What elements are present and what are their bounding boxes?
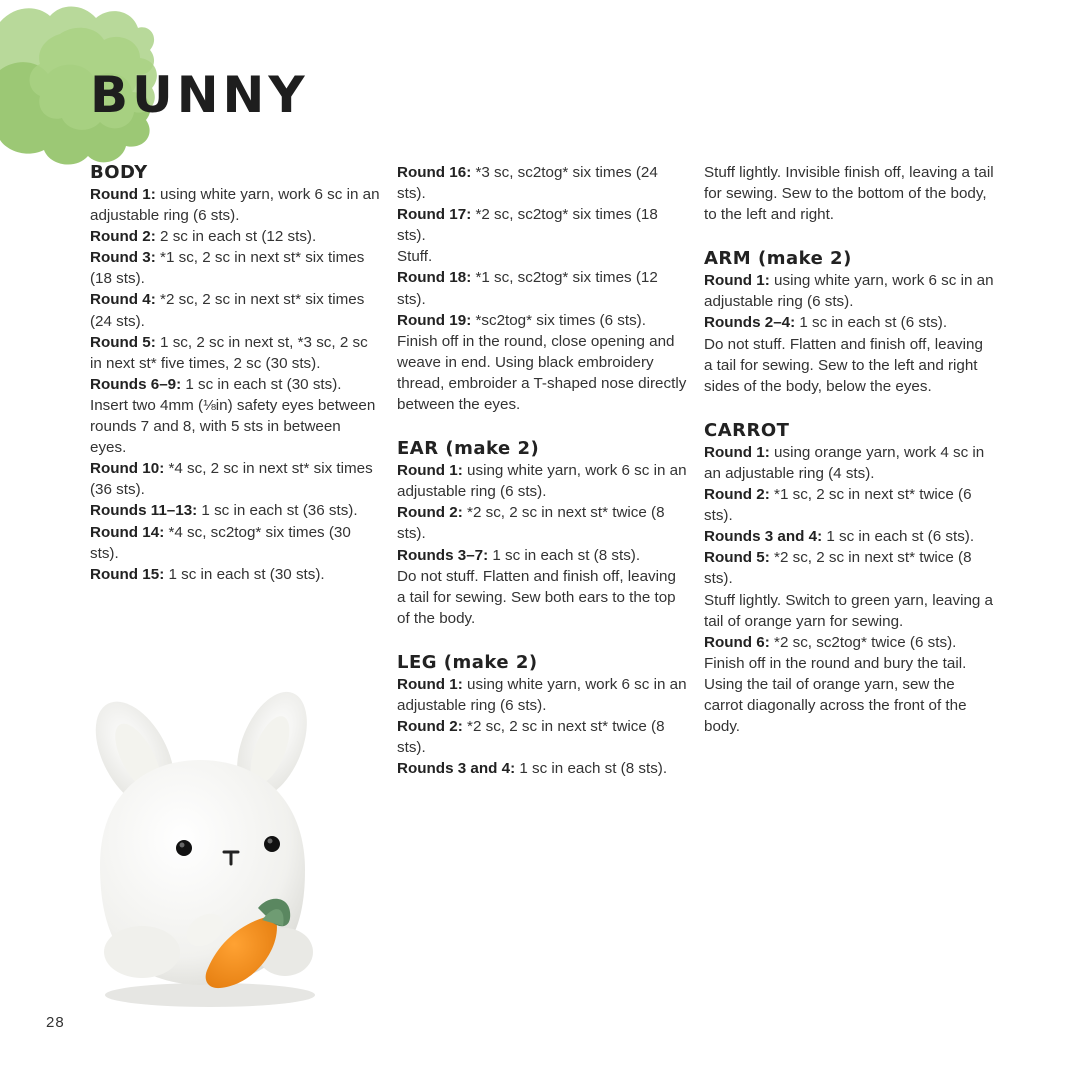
- instruction: Rounds 11–13: 1 sc in each st (36 sts).: [90, 502, 358, 520]
- section-heading-carrot: CARROT: [704, 419, 790, 441]
- instruction: Round 5: 1 sc, 2 sc in next st, *3 sc, 2 sc in next st* five times, 2 sc (30 sts).: [90, 333, 368, 372]
- instruction: Round 19: *sc2tog* six times (6 sts).: [397, 311, 646, 329]
- instruction: Round 15: 1 sc in each st (30 sts).: [90, 565, 325, 583]
- instruction: Round 5: *2 sc, 2 sc in next st* twice (8 sts).: [704, 549, 972, 588]
- instruction: Round 1: using orange yarn, work 4 sc in an adjustable ring (4 sts).: [704, 443, 985, 482]
- instruction: Round 18: *1 sc, sc2tog* six times (12 sts).: [397, 269, 658, 308]
- instruction: Do not stuff. Flatten and finish off, leaving a tail for sewing. Sew to the left and right sides of the body, below the eyes.: [704, 335, 983, 395]
- instruction: Round 1: using white yarn, work 6 sc in an adjustable ring (6 sts).: [397, 462, 687, 501]
- page-title: BUNNY: [90, 66, 309, 124]
- instruction: Rounds 3 and 4: 1 sc in each st (8 sts).: [397, 760, 668, 778]
- column-2: [397, 162, 687, 779]
- instruction: Round 2: *1 sc, 2 sc in next st* twice (6 sts).: [704, 486, 972, 525]
- page-number: 28: [46, 1014, 65, 1031]
- instruction: Round 2: *2 sc, 2 sc in next st* twice (8 sts).: [397, 504, 665, 543]
- instruction: Round 1: using white yarn, work 6 sc in an adjustable ring (6 sts).: [704, 272, 994, 311]
- section-heading-ear: EAR (make 2): [397, 438, 540, 460]
- column-1: [90, 162, 380, 585]
- instruction: Round 2: *2 sc, 2 sc in next st* twice (8 sts).: [397, 718, 665, 757]
- instruction: Round 3: *1 sc, 2 sc in next st* six times (18 sts).: [90, 249, 365, 288]
- instruction: Round 17: *2 sc, sc2tog* six times (18 sts).: [397, 206, 658, 245]
- instruction: Stuff.: [397, 248, 433, 266]
- instruction: Do not stuff. Flatten and finish off, leaving a tail for sewing. Sew both ears to the top of the body.: [397, 567, 676, 627]
- instruction: Round 1: using white yarn, work 6 sc in an adjustable ring (6 sts).: [397, 675, 687, 714]
- instruction: Rounds 3–7: 1 sc in each st (8 sts).: [397, 546, 641, 564]
- instruction: Rounds 3 and 4: 1 sc in each st (6 sts).: [704, 528, 975, 546]
- instruction: Round 10: *4 sc, 2 sc in next st* six times (36 sts).: [90, 460, 373, 499]
- crochet-bunny-image: [90, 690, 330, 1010]
- instruction: Round 6: *2 sc, sc2tog* twice (6 sts).: [704, 633, 957, 651]
- instruction: Rounds 2–4: 1 sc in each st (6 sts).: [704, 314, 948, 332]
- instruction: Round 16: *3 sc, sc2tog* six times (24 sts).: [397, 164, 658, 203]
- instruction: Round 4: *2 sc, 2 sc in next st* six times (24 sts).: [90, 291, 365, 330]
- instruction: Round 2: 2 sc in each st (12 sts).: [90, 228, 317, 246]
- instruction: Rounds 6–9: 1 sc in each st (30 sts).: [90, 375, 342, 393]
- instruction: Stuff lightly. Switch to green yarn, leaving a tail of orange yarn for sewing.: [704, 591, 993, 630]
- section-heading-leg: LEG (make 2): [397, 651, 538, 673]
- instruction: Stuff lightly. Invisible finish off, leaving a tail for sewing. Sew to the bottom of the body, to the left and right.: [704, 164, 994, 224]
- instruction: Round 1: using white yarn, work 6 sc in an adjustable ring (6 sts).: [90, 186, 380, 225]
- column-3: [704, 162, 994, 737]
- instruction: Round 14: *4 sc, sc2tog* six times (30 sts).: [90, 523, 351, 562]
- instruction: Finish off in the round, close opening and weave in end. Using black embroidery thread, embroider a T-shaped nose directly between the eyes.: [397, 332, 687, 414]
- instruction: Insert two 4mm (⅛in) safety eyes between rounds 7 and 8, with 5 sts in between eyes.: [90, 396, 376, 457]
- instruction: Finish off in the round and bury the tail. Using the tail of orange yarn, sew the carrot diagonally across the front of the body.: [704, 654, 967, 736]
- section-heading-arm: ARM (make 2): [704, 248, 852, 270]
- section-heading-body: BODY: [90, 162, 148, 183]
